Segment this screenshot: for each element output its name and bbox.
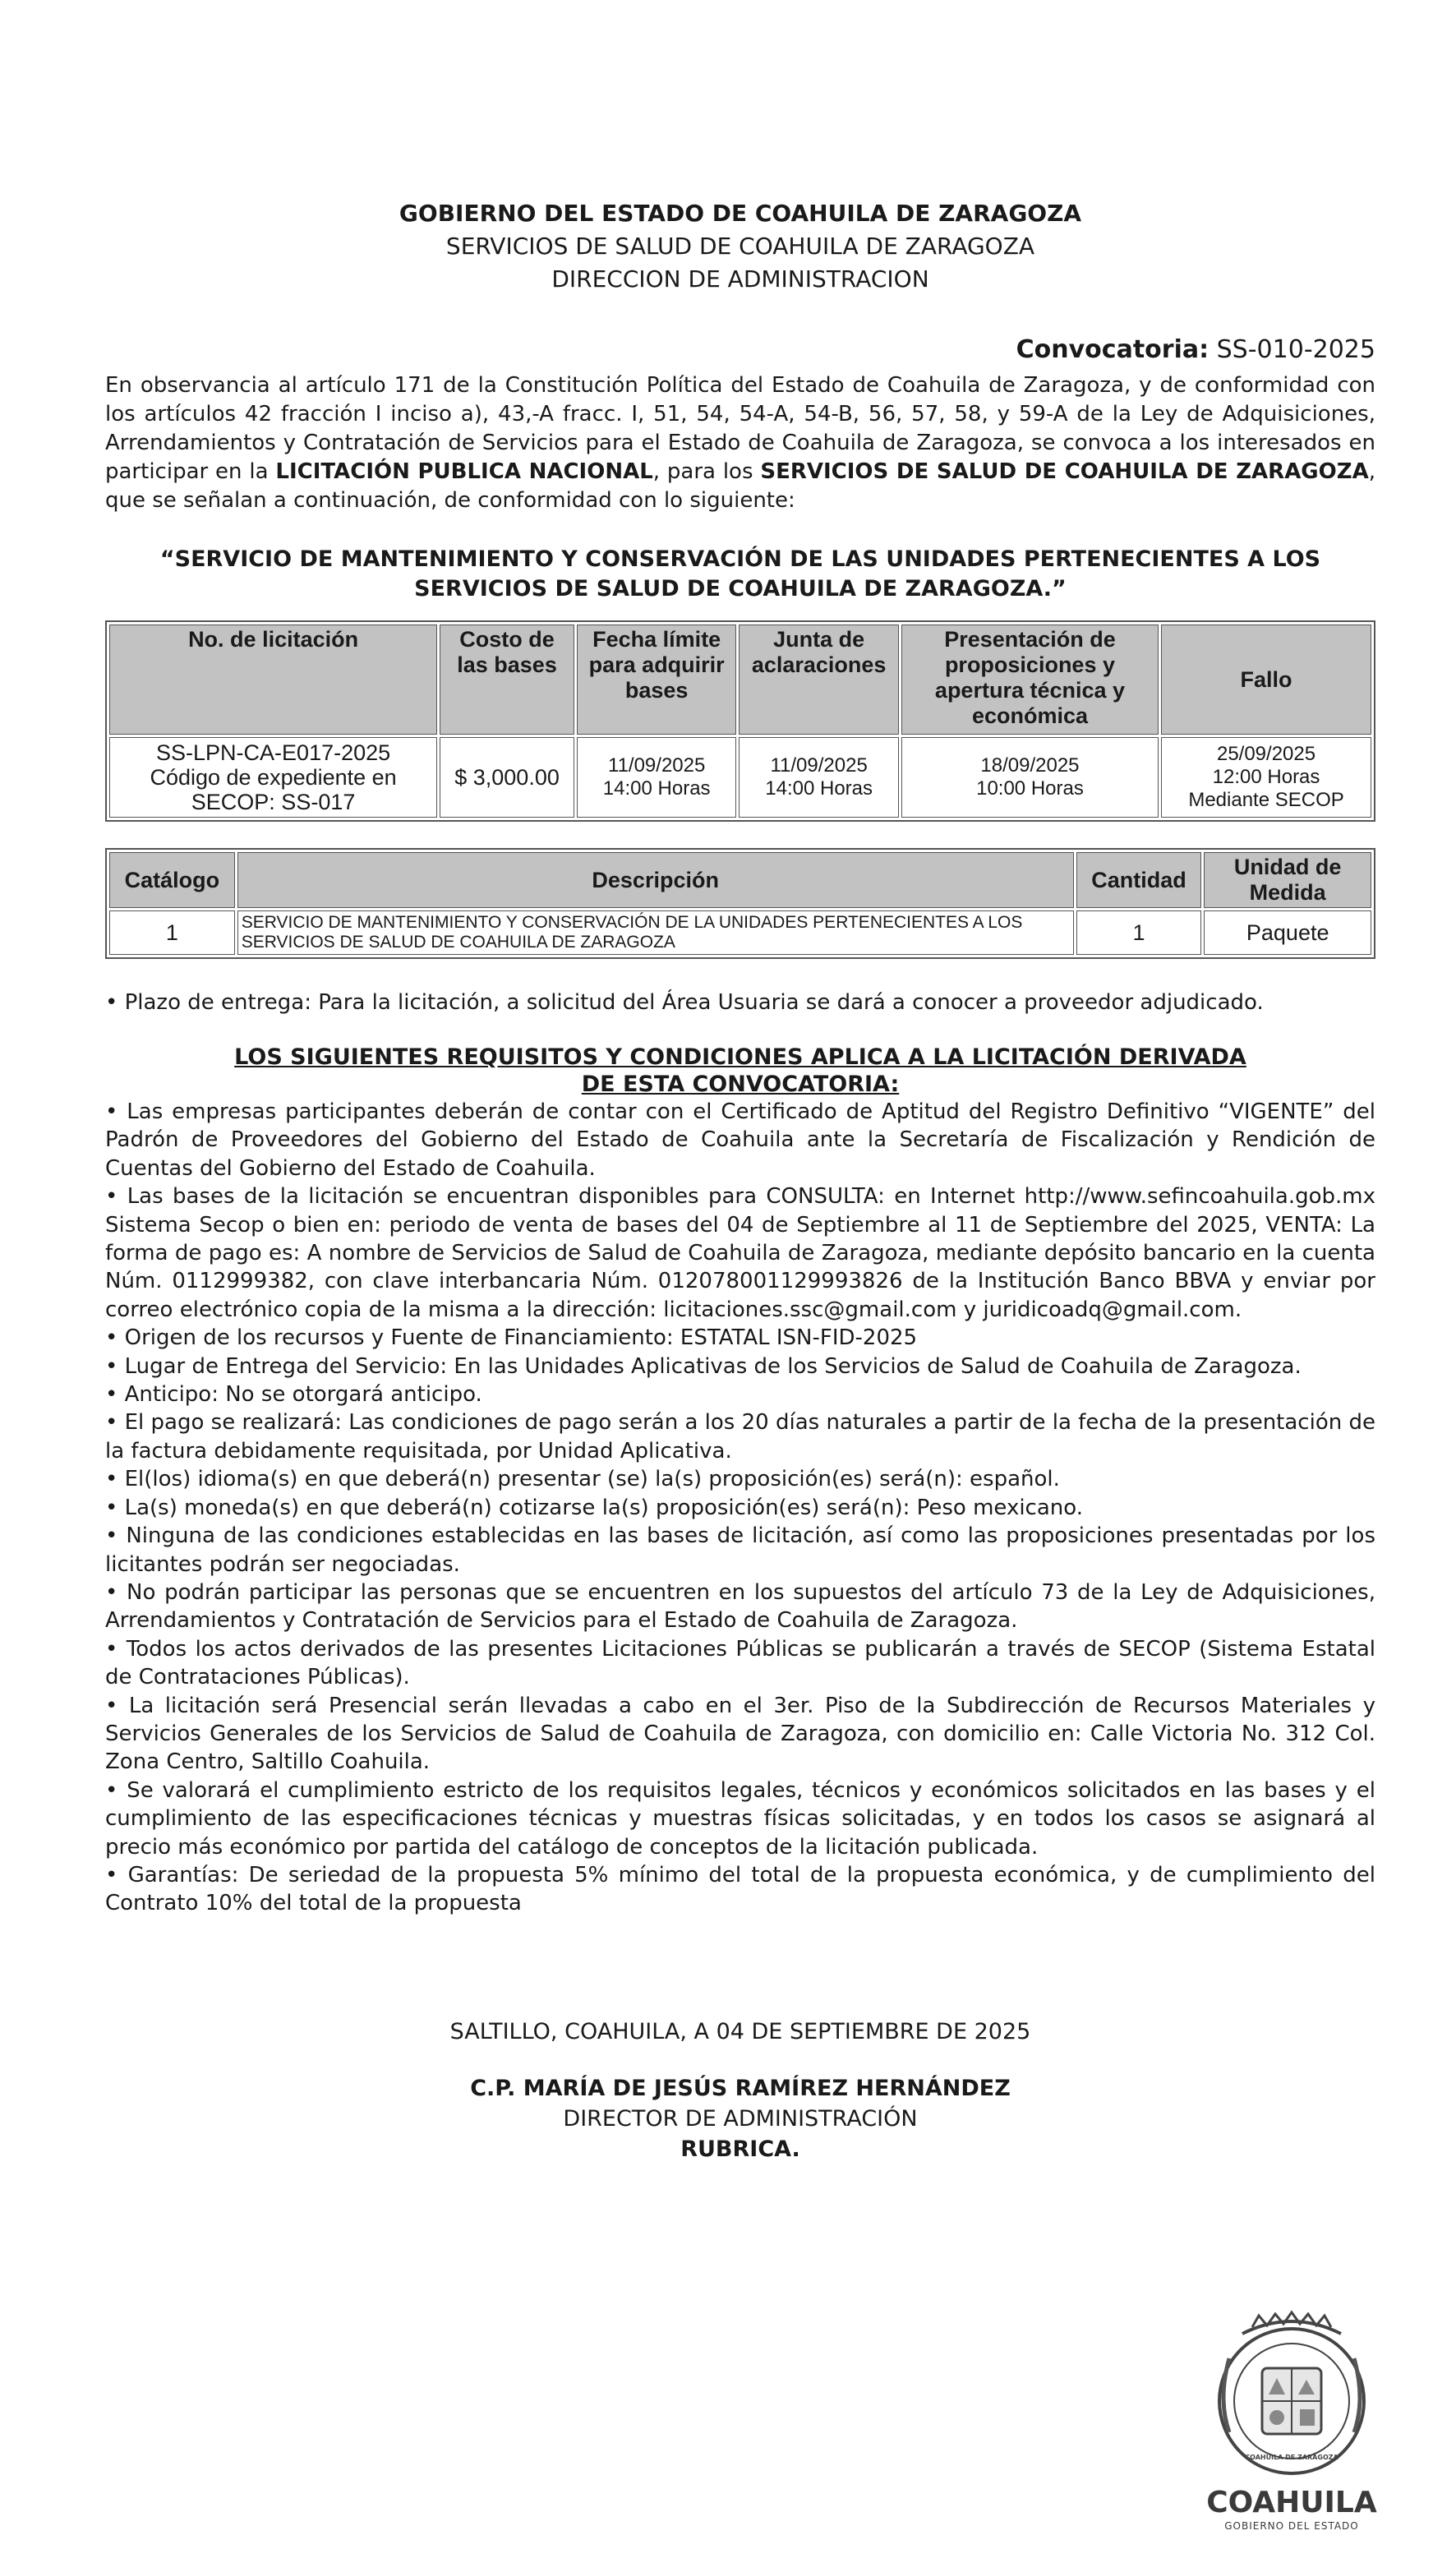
header-line-services: SERVICIOS DE SALUD DE COAHUILA DE ZARAGOZA: [445, 233, 1035, 260]
intro-bold-licitacion: LICITACIÓN PUBLICA NACIONAL: [275, 459, 653, 484]
col-descripcion: Descripción: [237, 852, 1074, 908]
document-header: [105, 197, 1375, 296]
junta-time: 14:00 Horas: [765, 777, 873, 800]
col-fallo: Fallo: [1161, 625, 1371, 735]
presentacion-date: 18/09/2025: [980, 754, 1080, 777]
intro-bold-servicios: SERVICIOS DE SALUD DE COAHUILA DE ZARAGOZA: [760, 459, 1369, 484]
licitacion-secop-code: SECOP: SS-017: [191, 790, 356, 814]
intro-text: , para los: [652, 459, 761, 484]
licitacion-table: [105, 620, 1375, 822]
convocatoria-number: [105, 334, 1375, 366]
cell-presentacion: [901, 737, 1159, 818]
document-page: [105, 197, 1375, 2164]
licitacion-expediente-label: Código de expediente en: [150, 765, 397, 790]
list-item: • No podrán participar las personas que se encuentren en los supuestos del artículo 73 de la Ley de Adquisiciones, Arrendamientos y Contratación de Servicios para el Estado de Coahuila de Zaragoza.: [105, 1579, 1375, 1634]
requisitos-list: [105, 1098, 1375, 1918]
list-item: • La licitación será Presencial serán llevadas a cabo en el 3er. Piso de la Subdirección de Recursos Materiales y Servicios Generales de los Servicios de Salud de Coahuila de Zaragoza, con domicilio en: Calle Victoria No. 312 Col. Zona Centro, Saltillo Coahuila.: [105, 1693, 1375, 1775]
col-junta: Junta de aclaraciones: [739, 625, 898, 735]
col-presentacion: Presentación de proposiciones y apertura técnica y económica: [901, 625, 1159, 735]
header-line-government: GOBIERNO DEL ESTADO DE COAHUILA DE ZARAGOZA: [399, 200, 1082, 227]
fallo-note: Mediante SECOP: [1188, 789, 1344, 811]
fallo-time: 12:00 Horas: [1212, 766, 1320, 788]
convocatoria-label: Convocatoria:: [1016, 335, 1209, 364]
list-item: • Se valorará el cumplimiento estricto de los requisitos legales, técnicos y económicos solicitados en las bases y el cumplimiento de las especificaciones técnicas y muestras físicas solicitadas, y en todos los casos se asignará al precio más económico por partida del catálogo de conceptos de la licitación publicada.: [105, 1777, 1375, 1860]
requisitos-title-line2: DE ESTA CONVOCATORIA:: [581, 1072, 900, 1097]
requisitos-title-line1: LOS SIGUIENTES REQUISITOS Y CONDICIONES APLICA A LA LICITACIÓN DERIVADA: [234, 1044, 1246, 1070]
table-row: [109, 737, 1371, 818]
fallo-date: 25/09/2025: [1216, 743, 1316, 765]
cell-costo: $ 3,000.00: [440, 737, 574, 818]
list-item: • La(s) moneda(s) en que deberá(n) cotizarse la(s) proposición(es) será(n): Peso mexicano.: [105, 1495, 1083, 1520]
cell-licitacion: [109, 737, 437, 818]
presentacion-time: 10:00 Horas: [976, 777, 1084, 800]
list-item: • Lugar de Entrega del Servicio: En las Unidades Aplicativas de los Servicios de Salud de Coahuila de Zaragoza.: [105, 1353, 1302, 1379]
header-line-direction: DIRECCION DE ADMINISTRACION: [551, 265, 929, 293]
intro-text: , que se señalan a continuación, de conformidad con lo siguiente:: [105, 459, 1375, 513]
cell-catalogo: 1: [109, 910, 235, 955]
col-fecha-limite: Fecha límite para adquirir bases: [577, 625, 736, 735]
list-item: • Todos los actos derivados de las presentes Licitaciones Públicas se publicarán a través de SECOP (Sistema Estatal de Contrataciones Públicas).: [105, 1636, 1375, 1690]
fecha-limite-time: 14:00 Horas: [602, 777, 711, 800]
col-catalogo: Catálogo: [109, 852, 235, 908]
cell-junta: [739, 737, 898, 818]
fecha-limite-date: 11/09/2025: [608, 754, 706, 777]
list-item: • Anticipo: No se otorgará anticipo.: [105, 1382, 482, 1408]
logo-name: COAHUILA: [1206, 2486, 1377, 2519]
convocatoria-value: SS-010-2025: [1216, 335, 1375, 364]
col-unidad-medida: Unidad de Medida: [1204, 852, 1371, 908]
table-row: [109, 910, 1371, 955]
cell-descripcion: SERVICIO DE MANTENIMIENTO Y CONSERVACIÓN DE LA UNIDADES PERTENECIENTES A LOS SERVICIOS DE SALUD DE COAHUILA DE ZARAGOZA: [237, 910, 1074, 955]
logo-subtitle: GOBIERNO DEL ESTADO: [1224, 2520, 1359, 2532]
service-title: “SERVICIO DE MANTENIMIENTO Y CONSERVACIÓN DE LAS UNIDADES PERTENECIENTES A LOS SERVICIOS DE SALUD DE COAHUILA DE ZARAGOZA.”: [159, 546, 1321, 602]
signature-block: [105, 2073, 1375, 2164]
list-item: • Garantías: De seriedad de la propuesta 5% mínimo del total de la propuesta económica, y de cumplimiento del Contrato 10% del total de la propuesta: [105, 1862, 1375, 1916]
list-item: • El(los) idioma(s) en que deberá(n) presentar (se) la(s) proposición(es) será(n): español.: [105, 1467, 1060, 1492]
list-item: • Las empresas participantes deberán de contar con el Certificado de Aptitud del Registro Definitivo “VIGENTE” del Padrón de Proveedores del Gobierno del Estado de Coahuila ante la Secretaría de Fiscalización y Rendición de Cuentas del Gobierno del Estado de Coahuila.: [105, 1099, 1375, 1181]
intro-paragraph: [105, 371, 1375, 515]
list-item: • Ninguna de las condiciones establecidas en las bases de licitación, así como las proposiciones presentadas por los licitantes podrán ser negociadas.: [105, 1523, 1375, 1577]
catalogo-table-header: [109, 852, 1371, 908]
rubrica: RUBRICA.: [680, 2136, 800, 2162]
cell-unidad: Paquete: [1204, 910, 1371, 955]
list-item: • El pago se realizará: Las condiciones de pago serán a los 20 días naturales a partir de la fecha de la presentación de la factura debidamente requisitada, por Unidad Aplicativa.: [105, 1410, 1375, 1463]
cell-cantidad: 1: [1076, 910, 1202, 955]
col-costo-bases: Costo de las bases: [440, 625, 574, 735]
requisitos-title: [105, 1044, 1375, 1098]
cell-fecha-limite: [577, 737, 736, 818]
intro-text: En observancia al artículo 171 de la Constitución Política del Estado de Coahuila de Zaragoza, y de conformidad con los artículos 42 fracción I inciso a), 43,-A fracc. I, 51, 54, 54-A, 54-B, 56, 57, 58, y 59-A de la Ley de Adquisiciones, Arrendamientos y Contratación de Servicios para el Estado de Coahuila de Zaragoza, se convoca a los interesados en participar en la: [105, 373, 1375, 484]
col-cantidad: Cantidad: [1076, 852, 1202, 908]
col-no-licitacion: No. de licitación: [109, 625, 437, 735]
signer-position: DIRECTOR DE ADMINISTRACIÓN: [563, 2105, 918, 2132]
list-item: • Las bases de la licitación se encuentran disponibles para CONSULTA: en Internet http://www.sefincoahuila.gob.mx Sistema Secop o bien en: periodo de venta de bases del 04 de Septiembre al 11 de Septiembre del 2025, VENTA: La forma de pago es: A nombre de Servicios de Salud de Coahuila de Zaragoza, mediante depósito bancario en la cuenta Núm. 0112999382, con clave interbancaria Núm. 012078001129993826 de la Institución Banco BBVA y enviar por correo electrónico copia de la misma a la dirección: licitaciones.ssc@gmail.com y juridicoadq@gmail.com.: [105, 1184, 1375, 1322]
cell-fallo: [1161, 737, 1371, 818]
licitacion-number: SS-LPN-CA-E017-2025: [156, 740, 391, 765]
catalogo-table: [105, 848, 1375, 959]
licitacion-table-header: [109, 625, 1371, 735]
junta-date: 11/09/2025: [770, 754, 868, 777]
list-item: • Origen de los recursos y Fuente de Financiamiento: ESTATAL ISN-FID-2025: [105, 1325, 918, 1351]
plazo-entrega: • Plazo de entrega: Para la licitación, a solicitud del Área Usuaria se dará a conocer a proveedor adjudicado.: [105, 990, 1264, 1015]
coahuila-logo: COAHUILA DE ZARAGOZA COAHUILA GOBIERNO DEL ESTADO: [1201, 2309, 1382, 2539]
place-date: SALTILLO, COAHUILA, A 04 DE SEPTIEMBRE DE 2025: [449, 2018, 1031, 2044]
signer-name: C.P. MARÍA DE JESÚS RAMÍREZ HERNÁNDEZ: [470, 2075, 1011, 2101]
